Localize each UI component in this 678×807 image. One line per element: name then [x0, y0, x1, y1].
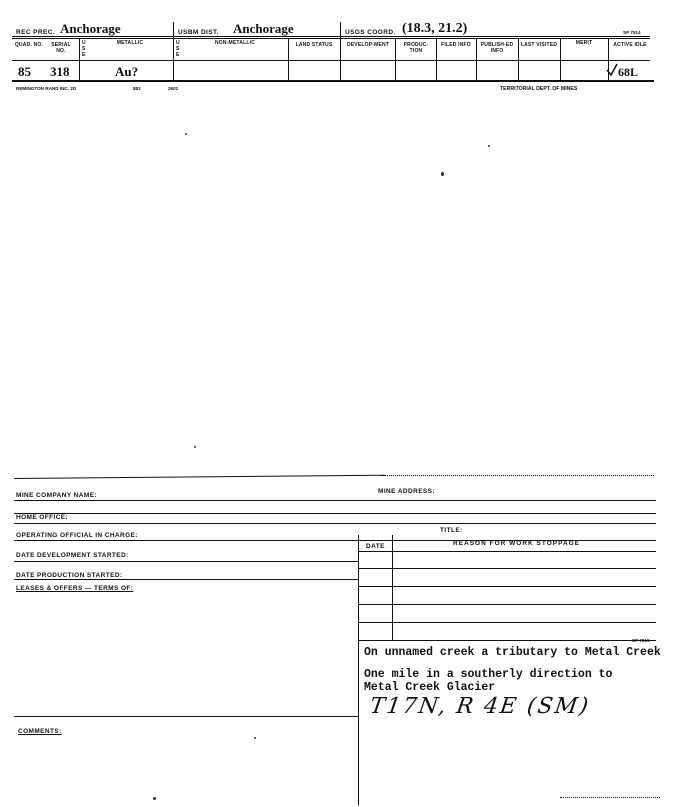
rule-reason-row-2 [358, 586, 656, 587]
card-edge-top-right [384, 475, 654, 476]
rule-v-c6 [436, 38, 437, 80]
header-serial-no: SERIAL NO. [51, 42, 71, 54]
header-non-metallic: NON-METALLIC [214, 40, 256, 46]
rec-prec-label: REC PREC. [16, 29, 55, 36]
usgs-coord-value: (18.3, 21.2) [402, 21, 468, 36]
usgs-coord-label: USGS COORD. [345, 29, 396, 36]
date-development-started-label: DATE DEVELOPMENT STARTED: [16, 552, 129, 559]
scan-speck [488, 145, 490, 147]
header-use-2: U S E [176, 40, 180, 58]
date-production-started-label: DATE PRODUCTION STARTED: [16, 572, 123, 579]
mine-company-name-label: MINE COMPANY NAME: [16, 492, 97, 499]
rule-v-c2 [173, 38, 174, 80]
rule-date-dev [14, 561, 358, 562]
header-last-visited: LAST VISITED [520, 42, 558, 48]
rule-v-c4 [340, 38, 341, 80]
printer-imprint: REMINGTON RAND INC. 2D [16, 86, 77, 91]
operating-official-label: OPERATING OFFICIAL IN CHARGE: [16, 532, 138, 539]
handwritten-location-note: T17N, R 4E (SM) [368, 694, 592, 719]
rule-comments [14, 716, 358, 717]
header-quad-no: QUAD. NO. [14, 42, 44, 48]
rule-reason-row-1 [358, 568, 656, 569]
rule-reason-row-4 [358, 622, 656, 623]
rule-center-divider [358, 535, 359, 805]
rule-home-office [14, 523, 656, 524]
comments-label: COMMENTS: [18, 728, 62, 735]
header-metallic: METALLIC [116, 40, 144, 46]
rule-v-c9 [560, 38, 561, 80]
location-line-1: On unnamed creek a tributary to Metal Creek [364, 646, 661, 659]
usbm-dist-label: USBM DIST. [178, 29, 219, 36]
rule-top-3 [12, 80, 654, 82]
header-production: PRODUC-TION [403, 42, 429, 54]
scan-speck [153, 797, 156, 800]
header-filed-info: FILED INFO [441, 42, 471, 48]
top-form-number: SP 7514 [623, 30, 641, 35]
row-active-idle: 68L [618, 65, 639, 79]
rule-date-divider [392, 535, 393, 641]
rule-v-r1-b [340, 22, 341, 38]
header-merit: MERIT [575, 40, 593, 46]
reason-column-label: REASON FOR WORK STOPPAGE [453, 540, 581, 547]
card-edge-top [14, 475, 384, 479]
rule-v-c5 [395, 38, 396, 80]
header-land-status: LAND STATUS [295, 42, 333, 48]
rule-v-r1-a [173, 22, 174, 38]
rule-top-1b [12, 38, 650, 39]
location-line-2: One mile in a southerly direction to [364, 668, 613, 681]
header-use-1: U S E [82, 40, 86, 58]
rule-top-2 [12, 60, 650, 61]
leases-offers-label: LEASES & OFFERS — TERMS OF: [16, 585, 134, 592]
rule-v-c7 [476, 38, 477, 80]
rule-v-c8 [518, 38, 519, 80]
scan-speck [254, 737, 256, 739]
header-development: DEVELOP-MENT [346, 42, 390, 48]
rule-date-prod [14, 579, 358, 580]
row-metallic: Au? [115, 64, 139, 79]
rule-v-c3 [288, 38, 289, 80]
scan-speck [194, 446, 196, 448]
check-mark-icon [605, 62, 619, 78]
rec-prec-value: Anchorage [60, 21, 121, 36]
bottom-form-number: SP 7515 [632, 638, 650, 643]
title-label: TITLE: [440, 527, 463, 534]
card-edge-bottom [560, 797, 660, 798]
printer-code-2: 2601 [168, 86, 179, 91]
location-line-3: Metal Creek Glacier [364, 681, 496, 694]
scan-speck [441, 172, 444, 176]
header-published-info: PUBLISH-ED INFO [480, 42, 514, 54]
rule-reason-row-3 [358, 604, 656, 605]
usbm-dist-value: Anchorage [233, 21, 294, 36]
rule-home-office-top [14, 513, 656, 514]
rule-reason-row-5 [358, 640, 656, 641]
rule-v-c1 [79, 38, 80, 80]
rule-top-1 [12, 36, 650, 37]
scan-speck [185, 133, 187, 135]
mine-address-label: MINE ADDRESS: [378, 488, 435, 495]
home-office-label: HOME OFFICE: [16, 514, 69, 521]
rule-reason-header [358, 551, 656, 552]
row-quad-no: 85 [18, 64, 31, 79]
header-active-idle: ACTIVE IDLE [613, 42, 647, 48]
row-serial-no: 318 [50, 64, 70, 79]
printer-code-1: 882 [133, 86, 141, 91]
rule-mine-company [14, 500, 656, 501]
territorial-dept-footer: TERRITORIAL DEPT. OF MINES [500, 86, 578, 92]
date-column-label: DATE [366, 543, 385, 550]
